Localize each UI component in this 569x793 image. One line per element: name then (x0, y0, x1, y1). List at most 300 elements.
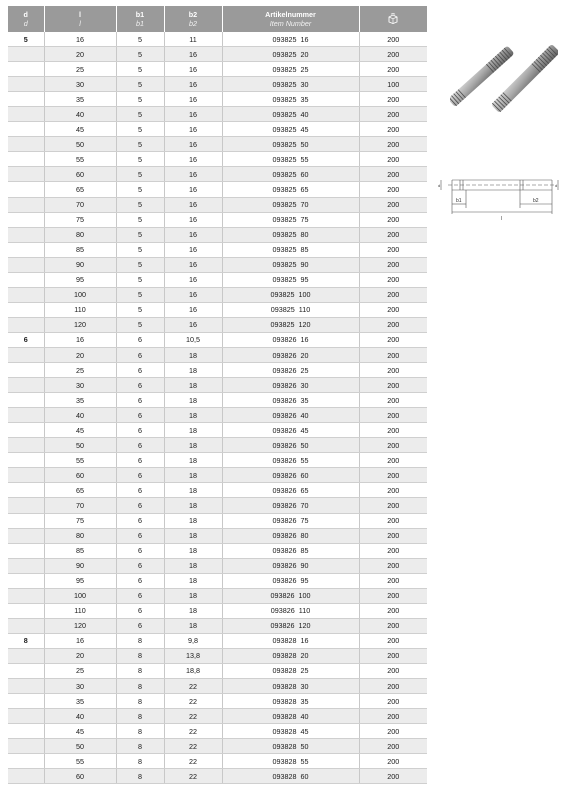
cell-package-qty: 200 (359, 287, 427, 302)
item-number-suffix: 65 (300, 184, 309, 194)
cell-item-number (222, 739, 359, 754)
cell-item-number (222, 107, 359, 122)
cell-package-qty: 200 (359, 347, 427, 362)
table-row (8, 573, 427, 588)
item-number-base: 093828 (272, 651, 297, 661)
cell-package-qty: 200 (359, 47, 427, 62)
table-row (8, 302, 427, 317)
table-row (8, 212, 427, 227)
cell-b2: 16 (164, 302, 222, 317)
cell-d (8, 588, 44, 603)
cell-b1: 8 (116, 769, 164, 784)
cell-b2: 16 (164, 197, 222, 212)
table-row (8, 468, 427, 483)
cell-b1: 5 (116, 77, 164, 92)
cell-d (8, 543, 44, 558)
cell-item-number (222, 663, 359, 678)
table-header (8, 6, 427, 32)
cell-b1: 5 (116, 242, 164, 257)
table-row (8, 663, 427, 678)
cell-item-number (222, 468, 359, 483)
cell-item-number (222, 302, 359, 317)
cell-b2: 16 (164, 77, 222, 92)
cell-package-qty: 200 (359, 92, 427, 107)
cell-item-number (222, 754, 359, 769)
cell-item-number (222, 573, 359, 588)
cell-l: 20 (44, 648, 116, 663)
cell-l: 40 (44, 709, 116, 724)
item-number-base: 093826 (272, 425, 297, 435)
cell-b1: 5 (116, 212, 164, 227)
cell-d (8, 363, 44, 378)
product-table (8, 6, 427, 784)
header-item-number: Artikelnummer Item Number (222, 6, 359, 32)
item-number-base: 093826 (272, 500, 297, 510)
cell-l: 55 (44, 152, 116, 167)
cell-b2: 16 (164, 152, 222, 167)
cell-b2: 18 (164, 558, 222, 573)
cell-l: 75 (44, 513, 116, 528)
cell-package-qty: 200 (359, 197, 427, 212)
item-number-suffix: 55 (300, 455, 309, 465)
item-number-base: 093828 (272, 666, 297, 676)
item-number-suffix: 25 (300, 365, 309, 375)
cell-b2: 22 (164, 724, 222, 739)
item-number-base: 093828 (272, 726, 297, 736)
table-row (8, 227, 427, 242)
cell-item-number (222, 227, 359, 242)
cell-package-qty: 200 (359, 754, 427, 769)
cell-b2: 16 (164, 182, 222, 197)
cell-l: 90 (44, 257, 116, 272)
item-number-suffix: 65 (300, 485, 309, 495)
cell-b1: 5 (116, 107, 164, 122)
table-row (8, 197, 427, 212)
cell-package-qty: 200 (359, 317, 427, 332)
cell-b1: 6 (116, 453, 164, 468)
table-row (8, 679, 427, 694)
item-number-suffix: 85 (300, 245, 309, 255)
cell-item-number (222, 633, 359, 648)
item-number-base: 093825 (272, 200, 297, 210)
cell-l: 30 (44, 378, 116, 393)
cell-package-qty: 200 (359, 618, 427, 633)
cell-b1: 8 (116, 724, 164, 739)
cell-d (8, 257, 44, 272)
cell-d (8, 107, 44, 122)
table-row (8, 47, 427, 62)
item-number-suffix: 55 (300, 154, 309, 164)
table-row (8, 558, 427, 573)
cell-item-number (222, 287, 359, 302)
table-row (8, 739, 427, 754)
cell-item-number (222, 257, 359, 272)
cell-package-qty: 200 (359, 724, 427, 739)
cell-b1: 5 (116, 227, 164, 242)
cell-item-number (222, 32, 359, 47)
item-number-base: 093825 (270, 305, 295, 315)
cell-package-qty: 200 (359, 694, 427, 709)
cell-b2: 16 (164, 167, 222, 182)
item-number-base: 093825 (270, 320, 295, 330)
cell-b1: 5 (116, 257, 164, 272)
item-number-base: 093826 (270, 621, 295, 631)
item-number-base: 093826 (272, 335, 297, 345)
cell-b1: 6 (116, 332, 164, 347)
cell-d (8, 754, 44, 769)
cell-package-qty: 200 (359, 122, 427, 137)
cell-b2: 13,8 (164, 648, 222, 663)
cell-l: 30 (44, 679, 116, 694)
cell-package-qty: 200 (359, 302, 427, 317)
cell-b1: 6 (116, 588, 164, 603)
cell-b2: 16 (164, 272, 222, 287)
cell-b1: 6 (116, 558, 164, 573)
cell-b2: 18 (164, 363, 222, 378)
cell-package-qty: 200 (359, 257, 427, 272)
item-number-suffix: 16 (300, 335, 309, 345)
item-number-base: 093826 (272, 470, 297, 480)
cell-b1: 5 (116, 287, 164, 302)
cell-b2: 22 (164, 739, 222, 754)
cell-package-qty: 200 (359, 152, 427, 167)
table-row (8, 453, 427, 468)
cell-l: 65 (44, 182, 116, 197)
item-number-base: 093825 (272, 34, 297, 44)
cell-d (8, 137, 44, 152)
cell-l: 45 (44, 724, 116, 739)
cell-b2: 18 (164, 513, 222, 528)
cell-b2: 11 (164, 32, 222, 47)
cell-package-qty: 200 (359, 212, 427, 227)
cell-d (8, 212, 44, 227)
cell-l: 16 (44, 32, 116, 47)
cell-item-number (222, 167, 359, 182)
header-package (359, 6, 427, 32)
cell-b2: 18,8 (164, 663, 222, 678)
item-number-base: 093826 (272, 546, 297, 556)
item-number-suffix: 40 (300, 711, 309, 721)
header-l: l l (44, 6, 116, 32)
cell-b1: 6 (116, 363, 164, 378)
cell-b2: 16 (164, 47, 222, 62)
cell-b2: 16 (164, 227, 222, 242)
item-number-base: 093826 (272, 350, 297, 360)
item-number-suffix: 90 (300, 260, 309, 270)
cell-item-number (222, 393, 359, 408)
cell-b2: 16 (164, 92, 222, 107)
table-row (8, 648, 427, 663)
cell-package-qty: 200 (359, 588, 427, 603)
cell-item-number (222, 694, 359, 709)
cell-package-qty: 200 (359, 363, 427, 378)
cell-b1: 5 (116, 137, 164, 152)
item-number-suffix: 35 (300, 94, 309, 104)
cell-b1: 6 (116, 498, 164, 513)
cell-l: 30 (44, 77, 116, 92)
cell-b1: 6 (116, 393, 164, 408)
item-number-base: 093826 (270, 606, 295, 616)
item-number-base: 093825 (272, 139, 297, 149)
table-row (8, 724, 427, 739)
cell-d (8, 739, 44, 754)
cell-b2: 18 (164, 543, 222, 558)
item-number-base: 093825 (272, 64, 297, 74)
item-number-base: 093825 (272, 79, 297, 89)
cell-item-number (222, 152, 359, 167)
cell-b2: 18 (164, 468, 222, 483)
cell-package-qty: 200 (359, 107, 427, 122)
item-number-suffix: 120 (298, 621, 311, 631)
item-number-base: 093825 (272, 124, 297, 134)
cell-d (8, 152, 44, 167)
cell-b2: 22 (164, 769, 222, 784)
cell-b2: 18 (164, 618, 222, 633)
cell-package-qty: 200 (359, 242, 427, 257)
cell-d: 6 (8, 332, 44, 347)
cell-b1: 5 (116, 272, 164, 287)
item-number-suffix: 20 (300, 350, 309, 360)
cell-package-qty: 200 (359, 423, 427, 438)
cell-d (8, 558, 44, 573)
table-row (8, 694, 427, 709)
cell-d (8, 347, 44, 362)
item-number-base: 093826 (272, 531, 297, 541)
cell-b1: 6 (116, 483, 164, 498)
item-number-base: 093825 (272, 154, 297, 164)
cell-l: 35 (44, 694, 116, 709)
cell-package-qty: 200 (359, 408, 427, 423)
cell-package-qty: 200 (359, 679, 427, 694)
table-row (8, 588, 427, 603)
cell-d (8, 92, 44, 107)
cell-l: 45 (44, 122, 116, 137)
cell-package-qty: 200 (359, 167, 427, 182)
item-number-base: 093826 (272, 440, 297, 450)
table-row (8, 77, 427, 92)
table-row (8, 528, 427, 543)
cell-l: 110 (44, 603, 116, 618)
cell-item-number (222, 347, 359, 362)
cell-package-qty: 200 (359, 573, 427, 588)
item-number-base: 093826 (272, 395, 297, 405)
cell-b2: 16 (164, 287, 222, 302)
cell-d (8, 709, 44, 724)
cell-l: 50 (44, 739, 116, 754)
cell-l: 70 (44, 498, 116, 513)
item-number-suffix: 90 (300, 561, 309, 571)
cell-b2: 18 (164, 588, 222, 603)
cell-package-qty: 200 (359, 332, 427, 347)
cell-b1: 6 (116, 438, 164, 453)
cell-item-number (222, 92, 359, 107)
cell-b1: 5 (116, 92, 164, 107)
cell-package-qty: 200 (359, 438, 427, 453)
cell-l: 60 (44, 167, 116, 182)
cell-b2: 18 (164, 453, 222, 468)
cell-package-qty: 200 (359, 62, 427, 77)
cell-b1: 6 (116, 378, 164, 393)
cell-l: 40 (44, 107, 116, 122)
cell-b2: 16 (164, 137, 222, 152)
cell-b2: 22 (164, 694, 222, 709)
table-row (8, 242, 427, 257)
item-number-base: 093828 (272, 741, 297, 751)
cell-l: 20 (44, 47, 116, 62)
cell-l: 45 (44, 423, 116, 438)
item-number-base: 093825 (272, 230, 297, 240)
item-number-suffix: 60 (300, 771, 309, 781)
cell-package-qty: 200 (359, 137, 427, 152)
cell-item-number (222, 648, 359, 663)
cell-d (8, 528, 44, 543)
item-number-base: 093826 (272, 516, 297, 526)
cell-b1: 5 (116, 32, 164, 47)
cell-b1: 5 (116, 167, 164, 182)
cell-l: 95 (44, 272, 116, 287)
cell-item-number (222, 528, 359, 543)
cell-d (8, 122, 44, 137)
cell-item-number (222, 332, 359, 347)
cell-d (8, 453, 44, 468)
cell-package-qty: 200 (359, 633, 427, 648)
cell-item-number (222, 709, 359, 724)
cell-d: 8 (8, 633, 44, 648)
cell-item-number (222, 182, 359, 197)
cell-b1: 6 (116, 513, 164, 528)
item-number-suffix: 20 (300, 49, 309, 59)
cell-d (8, 663, 44, 678)
cell-d (8, 483, 44, 498)
table-row (8, 498, 427, 513)
table-row (8, 633, 427, 648)
cell-d (8, 694, 44, 709)
item-number-suffix: 30 (300, 380, 309, 390)
cell-item-number (222, 122, 359, 137)
cell-b1: 6 (116, 573, 164, 588)
cell-l: 35 (44, 393, 116, 408)
drawing-label-b1: b1 (456, 198, 462, 204)
cell-package-qty: 200 (359, 648, 427, 663)
item-number-base: 093825 (272, 184, 297, 194)
item-number-suffix: 35 (300, 395, 309, 405)
cell-package-qty: 200 (359, 663, 427, 678)
cell-l: 40 (44, 408, 116, 423)
cell-b1: 6 (116, 528, 164, 543)
cell-l: 25 (44, 363, 116, 378)
cell-b2: 16 (164, 107, 222, 122)
cell-package-qty: 200 (359, 513, 427, 528)
item-number-base: 093826 (272, 576, 297, 586)
cell-b2: 16 (164, 242, 222, 257)
item-number-suffix: 20 (300, 651, 309, 661)
cell-d (8, 182, 44, 197)
cell-l: 100 (44, 287, 116, 302)
table-row (8, 378, 427, 393)
cell-b2: 16 (164, 257, 222, 272)
item-number-suffix: 40 (300, 109, 309, 119)
cell-b2: 18 (164, 378, 222, 393)
item-number-base: 093828 (272, 771, 297, 781)
cell-l: 35 (44, 92, 116, 107)
cell-l: 16 (44, 332, 116, 347)
item-number-base: 093825 (272, 260, 297, 270)
cell-l: 20 (44, 347, 116, 362)
item-number-suffix: 50 (300, 741, 309, 751)
cell-b2: 22 (164, 709, 222, 724)
item-number-suffix: 16 (300, 34, 309, 44)
cell-d (8, 573, 44, 588)
cell-l: 80 (44, 528, 116, 543)
cell-item-number (222, 453, 359, 468)
cell-d (8, 408, 44, 423)
cell-item-number (222, 769, 359, 784)
table-row (8, 272, 427, 287)
item-number-base: 093825 (272, 169, 297, 179)
cell-b2: 18 (164, 438, 222, 453)
cell-b2: 18 (164, 393, 222, 408)
cell-b1: 5 (116, 317, 164, 332)
cell-package-qty: 200 (359, 483, 427, 498)
cell-item-number (222, 363, 359, 378)
cell-item-number (222, 77, 359, 92)
item-number-suffix: 50 (300, 440, 309, 450)
drawing-label-l: l (501, 216, 503, 222)
cell-item-number (222, 272, 359, 287)
table-row (8, 107, 427, 122)
cell-b1: 8 (116, 709, 164, 724)
cell-b1: 8 (116, 663, 164, 678)
cell-item-number (222, 242, 359, 257)
item-number-suffix: 30 (300, 79, 309, 89)
table-body (8, 32, 427, 784)
item-number-base: 093825 (272, 109, 297, 119)
drawing-label-b2: b2 (533, 198, 539, 204)
table-row (8, 182, 427, 197)
item-number-base: 093826 (272, 455, 297, 465)
item-number-suffix: 60 (300, 169, 309, 179)
item-number-base: 093825 (272, 215, 297, 225)
cell-d (8, 77, 44, 92)
cell-b2: 22 (164, 679, 222, 694)
cell-package-qty: 100 (359, 77, 427, 92)
stud-bolt-dimension-drawing (438, 166, 562, 228)
cell-l: 85 (44, 242, 116, 257)
cell-item-number (222, 423, 359, 438)
cell-d (8, 242, 44, 257)
cell-l: 25 (44, 62, 116, 77)
cell-item-number (222, 378, 359, 393)
cell-l: 100 (44, 588, 116, 603)
cell-l: 60 (44, 769, 116, 784)
cell-package-qty: 200 (359, 739, 427, 754)
cell-l: 65 (44, 483, 116, 498)
table-row (8, 483, 427, 498)
item-number-base: 093825 (272, 94, 297, 104)
item-number-suffix: 45 (300, 425, 309, 435)
cell-b2: 18 (164, 483, 222, 498)
table-row (8, 122, 427, 137)
cell-b2: 18 (164, 408, 222, 423)
cell-b1: 5 (116, 47, 164, 62)
table-row (8, 287, 427, 302)
cell-l: 25 (44, 663, 116, 678)
item-number-suffix: 35 (300, 696, 309, 706)
table-row (8, 317, 427, 332)
cell-b2: 10,5 (164, 332, 222, 347)
cell-d (8, 724, 44, 739)
item-number-base: 093826 (272, 410, 297, 420)
